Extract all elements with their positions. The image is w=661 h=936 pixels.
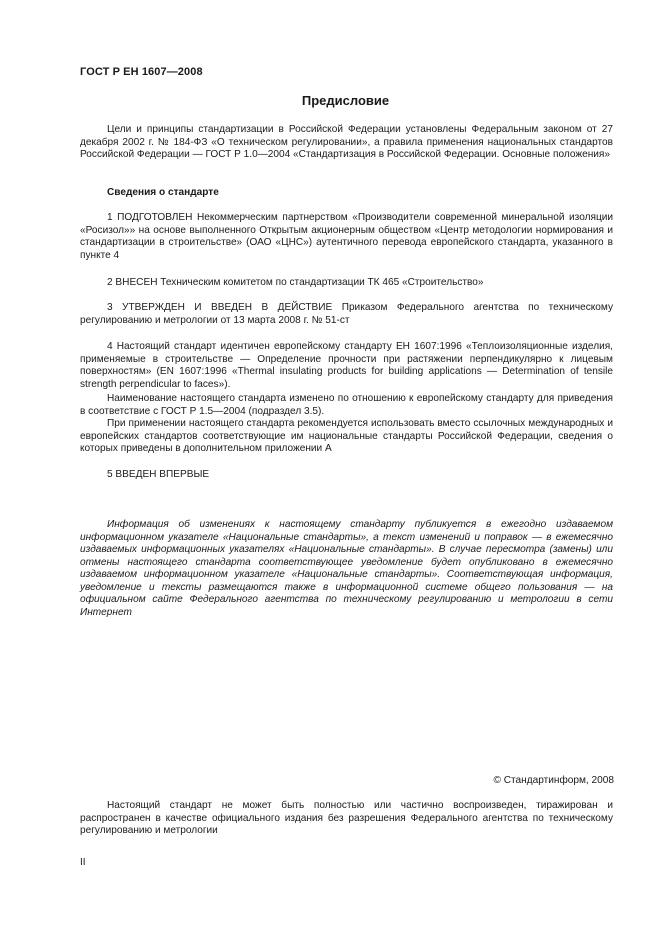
item-1: 1 ПОДГОТОВЛЕН Некоммерческим партнерством «Производители современной минеральной изоляции «Росизол»» на основе выполненного Открытым акционерным обществом «Центр методологии нормирования и стандартизации в строительстве» (ОАО «ЦНС») аутентичного перевода европейского стандарта, указанного в пункте 4 <box>80 212 613 261</box>
document-code: ГОСТ Р ЕН 1607—2008 <box>80 66 203 78</box>
item-5: 5 ВВЕДЕН ВПЕРВЫЕ <box>107 469 210 480</box>
item-4-note-refs: При применении настоящего стандарта рекомендуется использовать вместо ссылочных международных и европейских стандартов соответствующие им национальные стандарты Российской Федерации, сведения о которых приведены в дополнительном приложении А <box>80 418 613 454</box>
item-3: 3 УТВЕРЖДЕН И ВВЕДЕН В ДЕЙСТВИЕ Приказом Федерального агентства по техническому регулированию и метрологии от 13 марта 2008 г. № 51-ст <box>80 302 613 326</box>
page-title: Предисловие <box>301 93 390 108</box>
item-2: 2 ВНЕСЕН Техническим комитетом по стандартизации ТК 465 «Строительство» <box>107 277 484 288</box>
item-4: 4 Настоящий стандарт идентичен европейскому стандарту ЕН 1607:1996 «Теплоизоляционные изделия, применяемые в строительстве — Определение прочности при растяжении перпендикулярно к лицевым поверхностям» (EN 1607:1996 «Thermal insulating products for building applications — Determination of tensile strength perpendicular to faces»). <box>80 341 613 390</box>
page-number: II <box>80 857 86 868</box>
item-4-note-title: Наименование настоящего стандарта изменено по отношению к европейскому стандарту для приведения в соответствие с ГОСТ Р 1.5—2004 (подраздел 3.5). <box>80 393 613 417</box>
copyright: © Стандартинформ, 2008 <box>493 775 614 786</box>
footer-notice: Настоящий стандарт не может быть полностью или частично воспроизведен, тиражирован и распространен в качестве официального издания без разрешения Федерального агентства по техническому регулированию и метрологии <box>80 800 613 836</box>
intro-paragraph: Цели и принципы стандартизации в Российской Федерации установлены Федеральным законом от 27 декабря 2002 г. № 184-ФЗ «О техническом регулировании», а правила применения национальных стандартов Российской Федерации — ГОСТ Р 1.0—2004 «Стандартизация в Российской Федерации. Основные положения» <box>80 124 613 160</box>
info-notice: Информация об изменениях к настоящему стандарту публикуется в ежегодно издаваемом информационном указателе «Национальные стандарты», а текст изменений и поправок — в ежемесячно издаваемых информационных указателях «Национальные стандарты». В случае пересмотра (замены) или отмены настоящего стандарта соответствующее уведомление будет опубликовано в ежемесячно издаваемом информационном указателе «Национальные стандарты». Соответствующая информация, уведомление и тексты размещаются также в информационной системе общего пользования — на официальном сайте Федерального агентства по техническому регулированию и метрологии в сети Интернет <box>80 519 613 618</box>
subheading: Сведения о стандарте <box>107 187 219 198</box>
